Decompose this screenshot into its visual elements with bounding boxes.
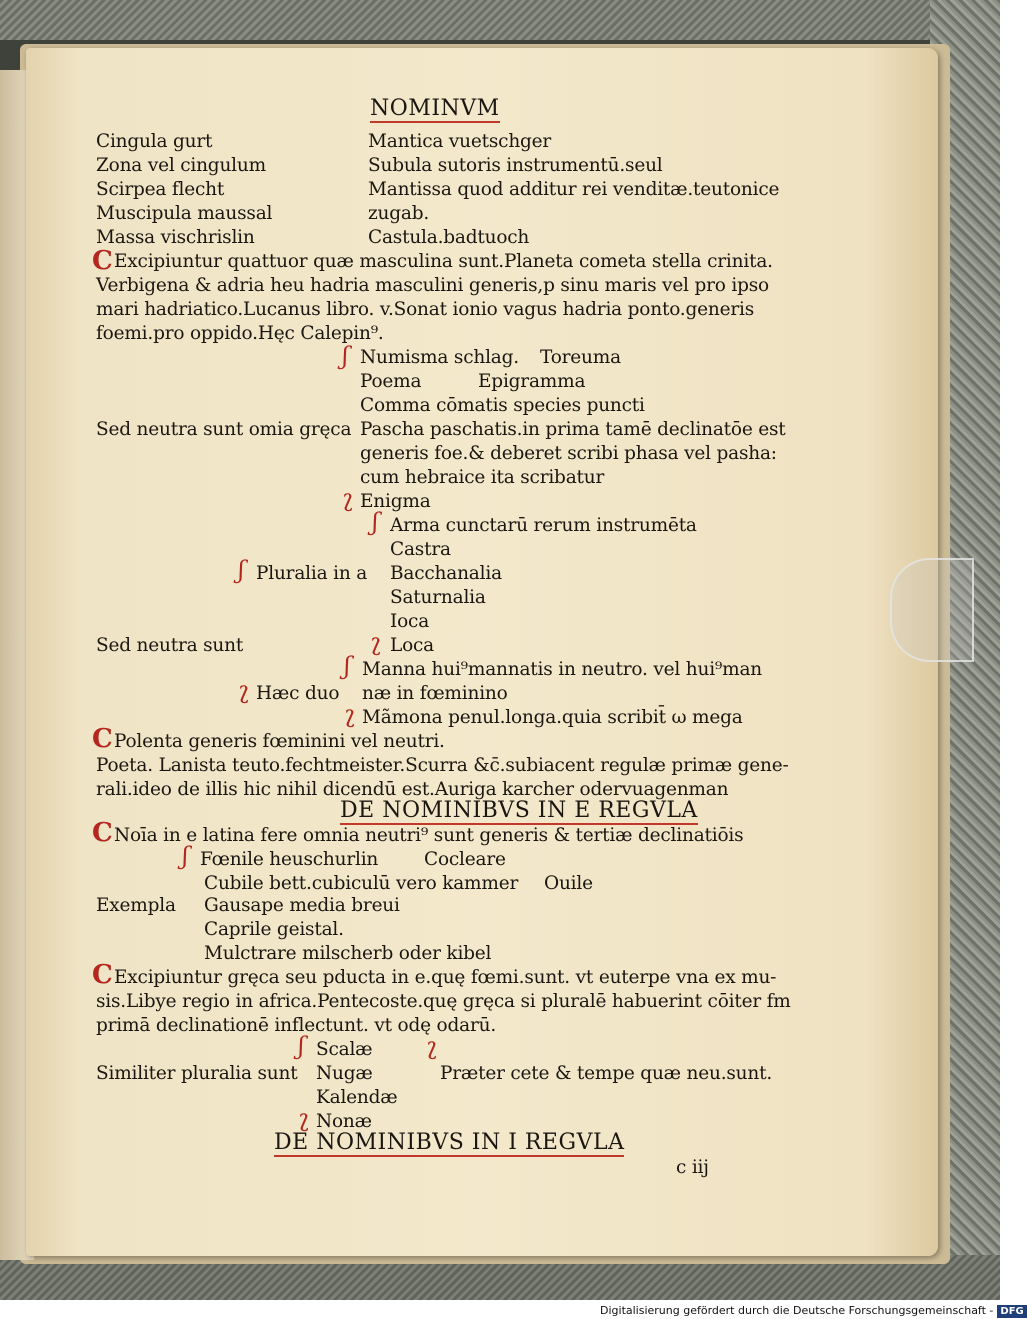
text-line: Mantissa quod additur rei venditæ.teutonice bbox=[368, 179, 780, 200]
brace-mark: ʅ bbox=[342, 484, 354, 512]
text-line: Pascha paschatis.in prima tamē declinatōe est bbox=[360, 419, 786, 440]
text-line: Excipiuntur gręca seu pducta in e.quę fœmi.sunt. vt euterpe vna ex mu- bbox=[114, 967, 777, 988]
text-line: Noīa in e latina fere omnia neutri⁹ sunt generis & tertiæ declinatiōis bbox=[114, 825, 744, 846]
paragraph-mark: C bbox=[92, 724, 113, 754]
text-line: Gausape media breui bbox=[204, 895, 400, 916]
book-cover-top bbox=[0, 0, 1000, 40]
brace-mark: ʅ bbox=[238, 676, 250, 704]
text-line: Epigramma bbox=[478, 371, 586, 392]
text-line: Verbigena & adria heu hadria masculini generis,p sinu maris vel pro ipso bbox=[96, 275, 769, 296]
text-line: Cocleare bbox=[424, 849, 506, 870]
brace-mark: ʅ bbox=[298, 1104, 310, 1132]
text-line: Cingula gurt bbox=[96, 131, 213, 152]
text-line: Zona vel cingulum bbox=[96, 155, 266, 176]
brace-mark: ʃ bbox=[298, 1032, 305, 1060]
dfg-credit bbox=[600, 1302, 1024, 1319]
text-line: rali.ideo de illis hic nihil dicendū est.Auriga karcher odervuagenman bbox=[96, 779, 729, 800]
text-line: Castula.badtuoch bbox=[368, 227, 530, 248]
text-line: Saturnalia bbox=[390, 587, 486, 608]
text-line: Numisma schlag. bbox=[360, 347, 519, 368]
dfg-credit-text: Digitalisierung gefördert durch die Deutsche Forschungsgemeinschaft - bbox=[600, 1304, 994, 1317]
text-line: Manna hui⁹mannatis in neutro. vel hui⁹man bbox=[362, 659, 763, 680]
section-heading: DE NOMINIBVS IN E REGVLA bbox=[340, 798, 698, 823]
text-line: cum hebraice ita scribatur bbox=[360, 467, 605, 488]
text-line: Sed neutra sunt bbox=[96, 635, 244, 656]
dfg-logo: DFG bbox=[997, 1305, 1026, 1318]
text-line: Caprile geistal. bbox=[204, 919, 344, 940]
text-line: Comma cōmatis species puncti bbox=[360, 395, 645, 416]
text-line: primā declinationē inflectunt. vt odę odarū. bbox=[96, 1015, 497, 1036]
text-line: Ioca bbox=[390, 611, 430, 632]
text-line: Poeta. Lanista teuto.fechtmeister.Scurra &c̄.subiacent regulæ primæ gene- bbox=[96, 755, 789, 776]
text-line: Similiter pluralia sunt bbox=[96, 1063, 298, 1084]
text-line: næ in fœminino bbox=[362, 683, 508, 704]
text-line: Bacchanalia bbox=[390, 563, 502, 584]
text-line: Arma cunctarū rerum instrumēta bbox=[390, 515, 697, 536]
text-line: mari hadriatico.Lucanus libro. v.Sonat ionio vagus hadria ponto.generis bbox=[96, 299, 754, 320]
paragraph-mark: C bbox=[92, 960, 113, 990]
text-line: Subula sutoris instrumentū.seul bbox=[368, 155, 663, 176]
brace-mark: ʅ bbox=[370, 628, 382, 656]
paragraph-mark: C bbox=[92, 818, 113, 848]
section-heading: DE NOMINIBVS IN I REGVLA bbox=[274, 1130, 625, 1155]
text-line: Ouile bbox=[544, 873, 593, 894]
text-line: Loca bbox=[390, 635, 435, 656]
signature-mark: c iij bbox=[676, 1157, 709, 1178]
text-line: Hæc duo bbox=[256, 683, 340, 704]
text-line: Mulctrare milscherb oder kibel bbox=[204, 943, 492, 964]
text-line: Sed neutra sunt omia gręca bbox=[96, 419, 352, 440]
text-line: Toreuma bbox=[540, 347, 621, 368]
text-line: Enigma bbox=[360, 491, 431, 512]
brace-mark: ʅ bbox=[344, 700, 356, 728]
text-line: Nonæ bbox=[316, 1111, 372, 1132]
text-line: Pluralia in a bbox=[256, 563, 368, 584]
text-line: foemi.pro oppido.Hęc Calepin⁹. bbox=[96, 323, 384, 344]
text-line: zugab. bbox=[368, 203, 430, 224]
text-line: Præter cete & tempe quæ neu.sunt. bbox=[440, 1063, 773, 1084]
text-line: Scalæ bbox=[316, 1039, 373, 1060]
text-line: sis.Libye regio in africa.Pentecoste.quę gręca si pluralē habuerint cōiter fm bbox=[96, 991, 791, 1012]
text-line: Fœnile heuschurlin bbox=[200, 849, 379, 870]
text-line: Exempla bbox=[96, 895, 176, 916]
brace-mark: ʃ bbox=[238, 556, 245, 584]
text-line: Castra bbox=[390, 539, 451, 560]
brace-mark: ʃ bbox=[182, 842, 189, 870]
text-line: Scirpea flecht bbox=[96, 179, 225, 200]
brace-mark: ʃ bbox=[342, 342, 349, 370]
text-line: Mãmona penul.longa.quia scribit̄ ω mega bbox=[362, 707, 743, 728]
running-head: NOMINVM bbox=[370, 96, 500, 121]
brace-mark: ʅ bbox=[426, 1032, 438, 1060]
page-clip bbox=[890, 558, 974, 662]
text-line: Polenta generis fœminini vel neutri. bbox=[114, 731, 445, 752]
text-line: Muscipula maussal bbox=[96, 203, 273, 224]
brace-mark: ʃ bbox=[344, 652, 351, 680]
text-line: generis foe.& deberet scribi phasa vel pasha: bbox=[360, 443, 777, 464]
text-line: Poema bbox=[360, 371, 422, 392]
paragraph-mark: C bbox=[92, 246, 113, 276]
text-line: Massa vischrislin bbox=[96, 227, 255, 248]
text-line: Mantica vuetschger bbox=[368, 131, 552, 152]
text-line: Excipiuntur quattuor quæ masculina sunt.Planeta cometa stella crinita. bbox=[114, 251, 773, 272]
text-line: Cubile bett.cubiculū vero kammer bbox=[204, 873, 519, 894]
text-line: Nugæ bbox=[316, 1063, 373, 1084]
text-line: Kalendæ bbox=[316, 1087, 398, 1108]
brace-mark: ʃ bbox=[372, 508, 379, 536]
